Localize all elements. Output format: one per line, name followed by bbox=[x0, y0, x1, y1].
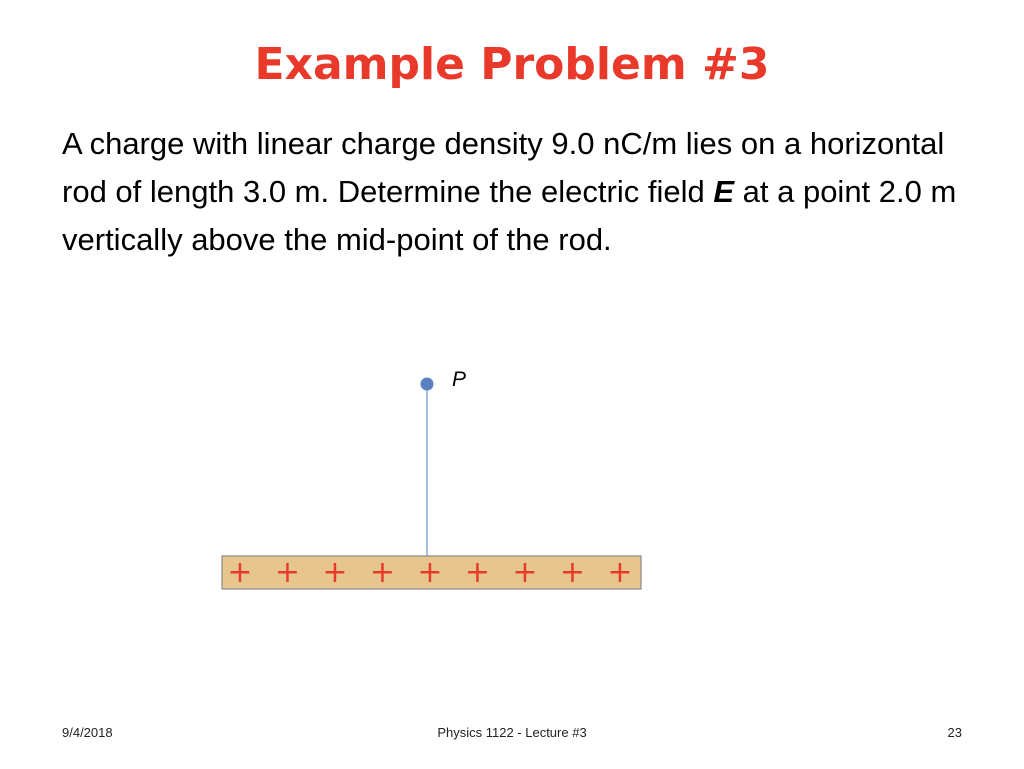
plus-charge-sign: + bbox=[227, 555, 253, 590]
problem-text-part2: at a point 2.0 m vertically above the mid-point of the rod. bbox=[62, 174, 957, 257]
point-label-p: P bbox=[452, 368, 467, 391]
electric-field-symbol: E bbox=[713, 174, 735, 209]
plus-charge-sign: + bbox=[512, 555, 538, 590]
plus-charge-sign: + bbox=[369, 555, 396, 590]
plus-charge-sign: + bbox=[607, 555, 633, 590]
plus-charge-sign: + bbox=[559, 555, 586, 590]
plus-charge-sign: + bbox=[464, 555, 491, 590]
slide-number: 23 bbox=[947, 725, 962, 740]
footer-lecture: Physics 1122 - Lecture #3 bbox=[437, 725, 587, 740]
problem-text-part1: A charge with linear charge density 9.0 nC/m lies on a horizontal rod of length 3.0 m. Determine the electric field bbox=[62, 126, 945, 209]
footer-date: 9/4/2018 bbox=[62, 725, 113, 740]
rod-charge-signs bbox=[227, 555, 632, 590]
slide-title: Example Problem #3 bbox=[254, 39, 770, 90]
plus-charge-sign: + bbox=[274, 555, 301, 590]
plus-charge-sign: + bbox=[417, 555, 443, 590]
plus-charge-sign: + bbox=[322, 555, 348, 590]
field-point-p bbox=[421, 378, 434, 391]
